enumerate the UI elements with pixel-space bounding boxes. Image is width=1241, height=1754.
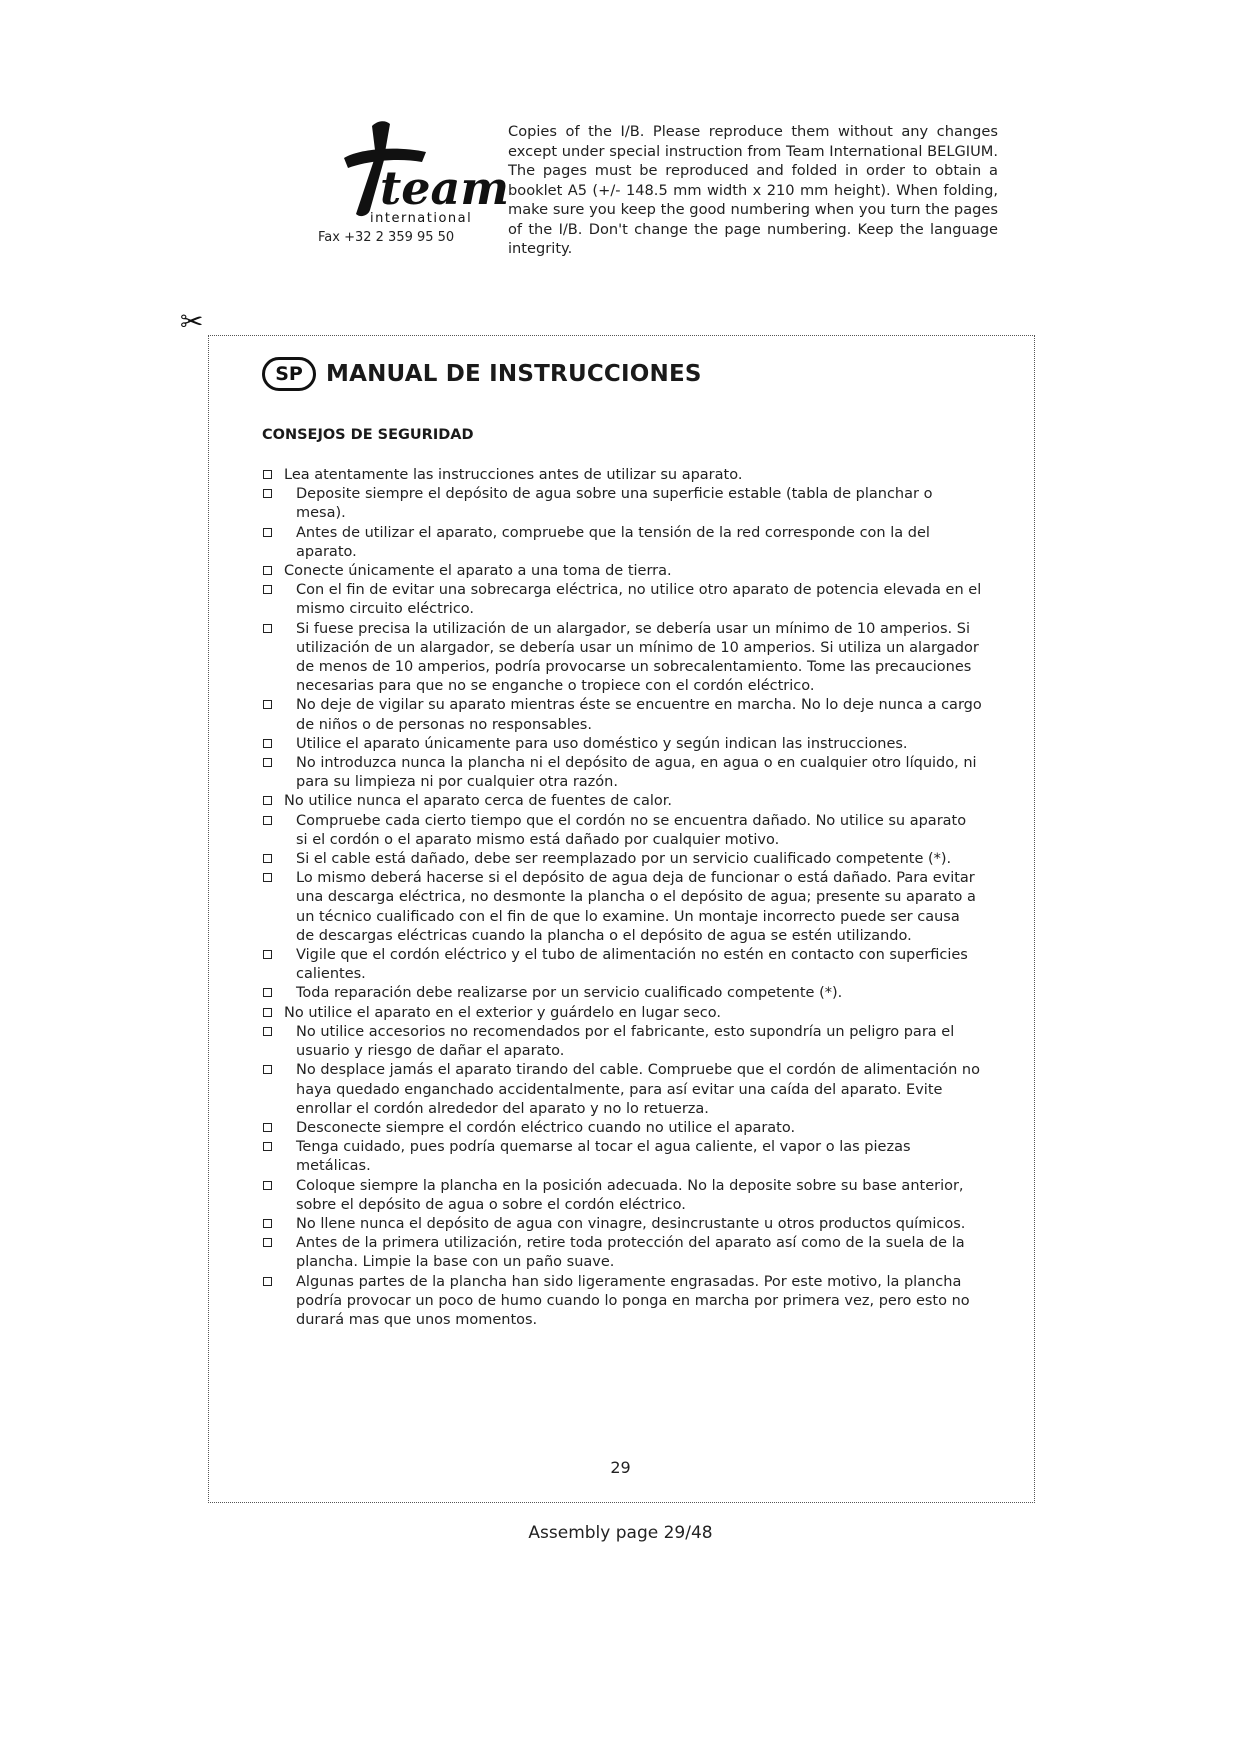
checkbox-bullet-icon	[263, 1008, 272, 1017]
checkbox-bullet-icon	[263, 624, 272, 633]
checkbox-bullet-icon	[263, 1181, 272, 1190]
list-item: No desplace jamás el aparato tirando del cable. Compruebe que el cordón de alimentación no haya quedado enganchado accidentalmente, para así evitar una caída del aparato. Evite enrollar el cordón alrededor del aparato y no lo retuerza.	[262, 1061, 982, 1119]
assembly-page-label: Assembly page 29/48	[528, 1523, 713, 1543]
checkbox-bullet-icon	[263, 988, 272, 997]
list-item: Toda reparación debe realizarse por un servicio cualificado competente (*).	[262, 984, 982, 1003]
checkbox-bullet-icon	[263, 854, 272, 863]
checkbox-bullet-icon	[263, 816, 272, 825]
checkbox-bullet-icon	[263, 528, 272, 537]
checkbox-bullet-icon	[263, 700, 272, 709]
logo-subtext: international	[370, 211, 473, 226]
checkbox-bullet-icon	[263, 585, 272, 594]
checkbox-bullet-icon	[263, 950, 272, 959]
checkbox-bullet-icon	[263, 470, 272, 479]
checkbox-bullet-icon	[263, 1123, 272, 1132]
language-badge: SP	[262, 357, 316, 391]
list-item: Con el fin de evitar una sobrecarga eléctrica, no utilice otro aparato de potencia elevada en el mismo circuito eléctrico.	[262, 581, 982, 619]
list-item: No utilice el aparato en el exterior y guárdelo en lugar seco.	[262, 1004, 982, 1023]
manual-heading	[262, 356, 702, 392]
team-international-logo	[330, 118, 509, 226]
list-item: Lo mismo deberá hacerse si el depósito de agua deja de funcionar o está dañado. Para evitar una descarga eléctrica, no desmonte la plancha o el depósito de agua; presente su aparato a un técnico cualificado con el fin de que lo examine. Un montaje incorrecto puede ser causa de descargas eléctricas cuando la plancha o el depósito de agua se estén utilizando.	[262, 869, 982, 946]
logo-text: team	[380, 161, 509, 215]
list-item: No deje de vigilar su aparato mientras éste se encuentre en marcha. No lo deje nunca a cargo de niños o de personas no responsables.	[262, 696, 982, 734]
list-item: Desconecte siempre el cordón eléctrico cuando no utilice el aparato.	[262, 1119, 982, 1138]
list-item: Vigile que el cordón eléctrico y el tubo de alimentación no estén en contacto con superficies calientes.	[262, 946, 982, 984]
checkbox-bullet-icon	[263, 1142, 272, 1151]
list-item: Antes de utilizar el aparato, compruebe que la tensión de la red corresponde con la del aparato.	[262, 524, 982, 562]
list-item: Algunas partes de la plancha han sido ligeramente engrasadas. Por este motivo, la plancha podría provocar un poco de humo cuando lo ponga en marcha por primera vez, pero esto no durará mas que unos momentos.	[262, 1273, 982, 1331]
list-item: No introduzca nunca la plancha ni el depósito de agua, en agua o en cualquier otro líquido, ni para su limpieza ni por cualquier otra razón.	[262, 754, 982, 792]
list-item: No utilice accesorios no recomendados por el fabricante, esto supondría un peligro para el usuario y riesgo de dañar el aparato.	[262, 1023, 982, 1061]
checkbox-bullet-icon	[263, 758, 272, 767]
fax-number: Fax +32 2 359 95 50	[318, 230, 455, 245]
checkbox-bullet-icon	[263, 1219, 272, 1228]
list-item: Tenga cuidado, pues podría quemarse al tocar el agua caliente, el vapor o las piezas metálicas.	[262, 1138, 982, 1176]
list-item: Coloque siempre la plancha en la posición adecuada. No la deposite sobre su base anterior, sobre el depósito de agua o sobre el cordón eléctrico.	[262, 1177, 982, 1215]
list-item: Compruebe cada cierto tiempo que el cordón no se encuentra dañado. No utilice su aparato si el cordón o el aparato mismo está dañado por cualquier motivo.	[262, 812, 982, 850]
checkbox-bullet-icon	[263, 489, 272, 498]
page-number: 29	[610, 1458, 631, 1477]
list-item: Conecte únicamente el aparato a una toma de tierra.	[262, 562, 982, 581]
checkbox-bullet-icon	[263, 1238, 272, 1247]
list-item: Si el cable está dañado, debe ser reemplazado por un servicio cualificado competente (*).	[262, 850, 982, 869]
list-item: Deposite siempre el depósito de agua sobre una superficie estable (tabla de planchar o mesa).	[262, 485, 982, 523]
checkbox-bullet-icon	[263, 1027, 272, 1036]
list-item: Antes de la primera utilización, retire toda protección del aparato así como de la suela de la plancha. Limpie la base con un paño suave.	[262, 1234, 982, 1272]
checkbox-bullet-icon	[263, 739, 272, 748]
safety-list	[262, 466, 982, 1330]
list-item: No utilice nunca el aparato cerca de fuentes de calor.	[262, 792, 982, 811]
section-title: CONSEJOS DE SEGURIDAD	[262, 427, 474, 443]
reproduction-notice: Copies of the I/B. Please reproduce them without any changes except under special instruction from Team International BELGIUM. The pages must be reproduced and folded in order to obtain a booklet A5 (+/- 148.5 mm width x 210 mm height). When folding, make sure you keep the good numbering when you turn the pages of the I/B. Don't change the page numbering. Keep the language integrity.	[508, 123, 998, 257]
list-item: Lea atentamente las instrucciones antes de utilizar su aparato.	[262, 466, 982, 485]
scissors-icon: ✂	[180, 305, 204, 338]
checkbox-bullet-icon	[263, 1065, 272, 1074]
list-item: Si fuese precisa la utilización de un alargador, se debería usar un mínimo de 10 amperios. Si utilización de un alargador, se debería usar un mínimo de 10 amperios. Si utiliza un alargador de menos de 10 amperios, podría provocarse un sobrecalentamiento. Tome las precauciones necesarias para que no se enganche o tropiece con el cordón eléctrico.	[262, 620, 982, 697]
checkbox-bullet-icon	[263, 796, 272, 805]
checkbox-bullet-icon	[263, 566, 272, 575]
list-item: No llene nunca el depósito de agua con vinagre, desincrustante u otros productos químicos.	[262, 1215, 982, 1234]
list-item: Utilice el aparato únicamente para uso doméstico y según indican las instrucciones.	[262, 735, 982, 754]
checkbox-bullet-icon	[263, 1277, 272, 1286]
checkbox-bullet-icon	[263, 873, 272, 882]
page-title: MANUAL DE INSTRUCCIONES	[326, 361, 702, 387]
